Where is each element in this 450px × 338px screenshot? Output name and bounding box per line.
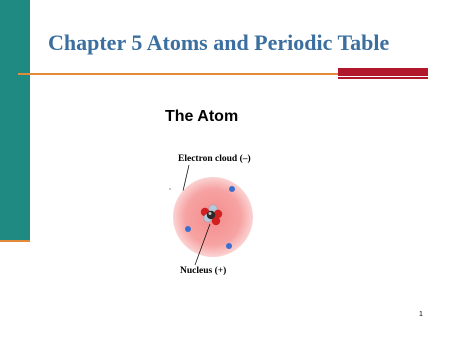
stray-dot bbox=[169, 188, 170, 189]
title-underline-block-line bbox=[338, 77, 428, 79]
title-underline bbox=[18, 73, 338, 75]
atom-diagram bbox=[150, 148, 300, 278]
page-number: 1 bbox=[419, 311, 423, 318]
left-accent-bar bbox=[0, 0, 30, 240]
electron-cloud-label: Electron cloud (–) bbox=[178, 154, 251, 164]
electron bbox=[229, 186, 235, 192]
slide-subtitle: The Atom bbox=[165, 108, 239, 125]
electron bbox=[185, 226, 191, 232]
electron bbox=[226, 243, 232, 249]
slide-title: Chapter 5 Atoms and Periodic Table bbox=[48, 30, 390, 55]
title-underline-block bbox=[338, 68, 428, 76]
left-accent-bar-edge bbox=[0, 240, 30, 242]
atom-illustration bbox=[150, 148, 300, 278]
nucleus-label: Nucleus (+) bbox=[180, 266, 227, 276]
